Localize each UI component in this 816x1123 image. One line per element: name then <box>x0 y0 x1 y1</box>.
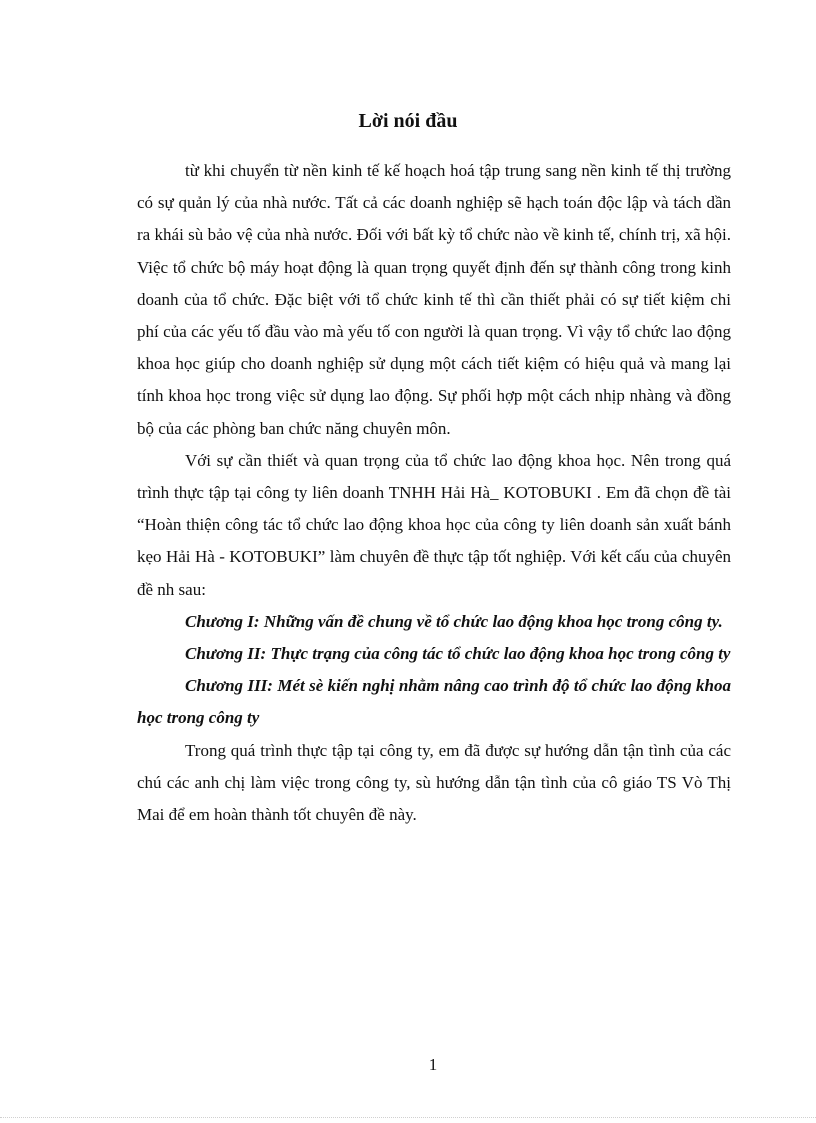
purpose-paragraph: Với sự cần thiết và quan trọng của tổ chức lao động khoa học. Nên trong quá trình thực tập tại công ty liên doanh TNHH Hải Hà_ KOTOBUKI . Em đã chọn đề tài “Hoàn thiện công tác tổ chức lao động khoa học của công ty liên doanh sản xuất bánh kẹo Hải Hà - KOTOBUKI” làm chuyên đề thực tập tốt nghiệp. Với kết cấu của chuyên đề nh sau: <box>137 450 731 599</box>
chapter-2-heading: Chương II: Thực trạng của công tác tổ chức lao động khoa học trong công ty <box>185 644 731 664</box>
closing-paragraph: Trong quá trình thực tập tại công ty, em đã được sự hướng dẫn tận tình của các chú các anh chị làm việc trong công ty, sù hướng dẫn tận tình của cô giáo TS Vò Thị Mai để em hoàn thành tốt chuyên đề này. <box>137 740 731 825</box>
chapter-3-heading: Chương III: Mét sè kiến nghị nhằm nâng cao trình độ tổ chức lao động khoa học trong công ty <box>137 676 731 728</box>
chapter-1-heading: Chương I: Những vấn đề chung về tổ chức lao động khoa học trong công ty. <box>185 611 723 631</box>
intro-paragraph: từ khi chuyển từ nền kinh tế kế hoạch hoá tập trung sang nền kinh tế thị trường có sự quản lý của nhà nước. Tất cả các doanh nghiệp sẽ hạch toán độc lập và tách dần ra khái sù bảo vệ của nhà nước. Đối với bất kỳ tổ chức nào về kinh tế, chính trị, xã hội. Việc tổ chức bộ máy hoạt động là quan trọng quyết định đến sự thành công trong kinh doanh của tổ chức. Đặc biệt với tổ chức kinh tế thì cần thiết phải có sự tiết kiệm chi phí của các yếu tố đầu vào mà yếu tố con người là quan trọng. Vì vậy tổ chức lao động khoa học giúp cho doanh nghiệp sử dụng một cách tiết kiệm có hiệu quả và mang lại tính khoa học trong việc sử dụng lao động. Sự phối hợp một cách nhịp nhàng và đồng bộ của các phòng ban chức năng chuyên môn. <box>137 161 731 438</box>
page-number: 1 <box>428 1055 438 1074</box>
document-body <box>137 155 731 831</box>
footer-divider <box>0 1117 816 1118</box>
page-title: Lời nói đầu <box>358 110 458 132</box>
